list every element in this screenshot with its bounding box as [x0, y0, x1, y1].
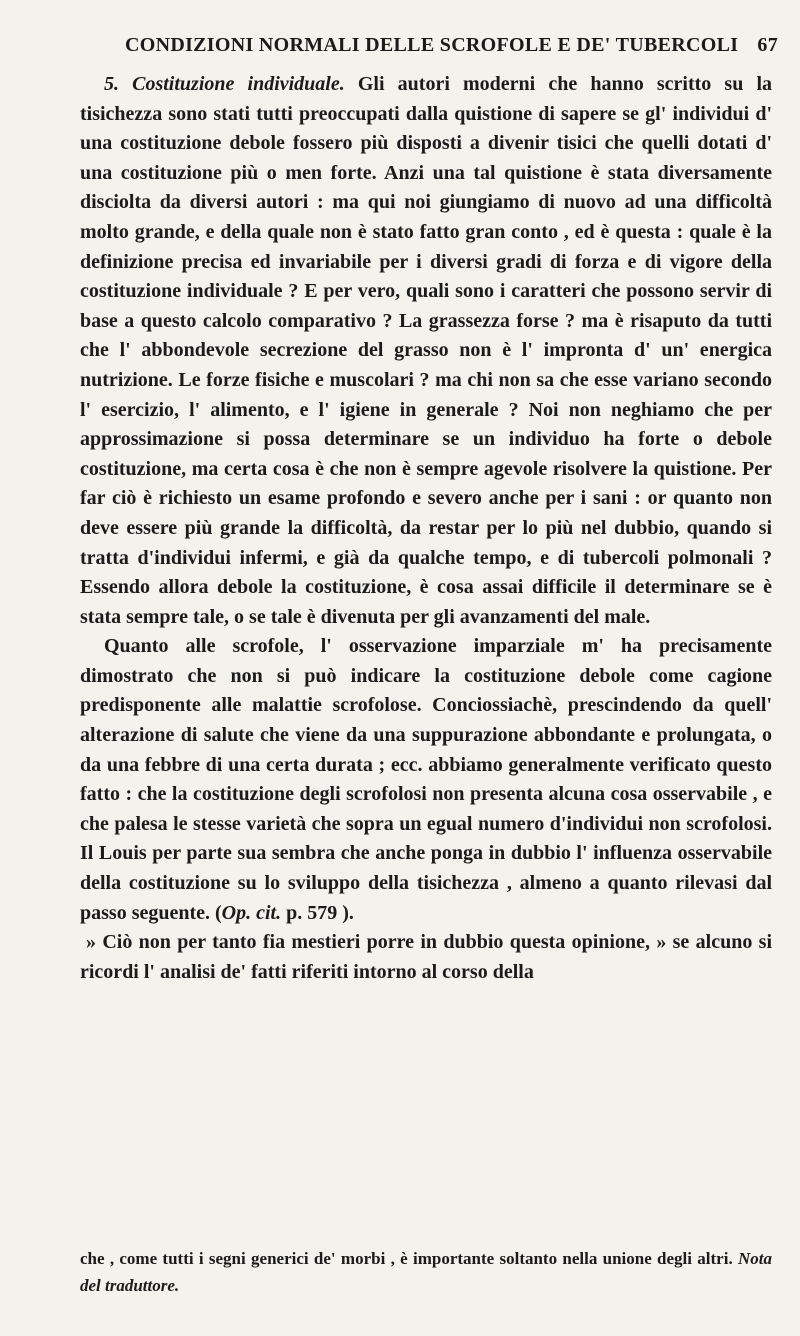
paragraph-text: » Ciò non per tanto fia mestieri porre in dubbio questa opinione, » se alcuno si ricordi l' analisi de' fatti riferiti intorno al corso della	[80, 931, 772, 983]
quoted-paragraph	[80, 928, 772, 987]
paragraph-text: Quanto alle scrofole, l' osservazione imparziale m' ha precisamente dimostrato che non si può indicare la costituzione debole come cagione predisponente alle malattie scrofolose. Conciossiachè, prescindendo da quell' alterazione di salute che viene da una suppurazione abbondante e prolungata, o da una febbre di una certa durata ; ecc. abbiamo generalmente verificato questo fatto : che la costituzione degli scrofolosi non presenta alcuna cosa osservabile , e che palesa le stesse varietà che sopra un egual numero d'individui non scrofolosi. Il Louis per parte sua sembra che anche ponga in dubbio l' influenza osservabile della costituzione su lo sviluppo della tisichezza , almeno a quanto rilevasi dal passo seguente. (	[80, 635, 772, 924]
footnote	[80, 1245, 772, 1299]
footnote-text: che , come tutti i segni generici de' morbi , è importante soltanto nella unione degli altri.	[80, 1249, 738, 1268]
main-text	[80, 70, 772, 987]
paragraph-scrofole	[80, 632, 772, 928]
paragraph-costituzione	[80, 70, 772, 632]
running-title: CONDIZIONI NORMALI DELLE SCROFOLE E DE' TUBERCOLI	[125, 34, 739, 56]
paragraph-text: Gli autori moderni che hanno scritto su la tisichezza sono stati tutti preoccupati dalla quistione di sapere se gl' individui d' una costituzione debole fossero più disposti a divenir tisici che quelli dotati d' una costituzione più o men forte. Anzi una tal quistione è stata diversamente disciolta da diversi autori : ma qui noi giungiamo di nuovo ad una difficoltà molto grande, e della quale non è stato fatto gran conto , ed è questa : quale è la definizione precisa ed invariabile per i diversi gradi di forza e di vigore della costituzione individuale ? E per vero, quali sono i caratteri che possono servir di base a questo calcolo comparativo ? La grassezza forse ? ma è risaputo da tutti che l' abbondevole secrezione del grasso non è l' impronta d' un' energica nutrizione. Le forze fisiche e muscolari ? ma chi non sa che esse variano secondo l' esercizio, l' alimento, e l' igiene in generale ? Noi non neghiamo che per approssimazione si possa determinare se un individuo ha forte o debole costituzione, ma certa cosa è che non è sempre agevole risolvere la quistione. Per far ciò è richiesto un esame profondo e severo anche per i sani : or quanto non deve essere più grande la difficoltà, da restar per lo più nel dubbio, quando si tratta d'individui infermi, e già da qualche tempo, e di tubercoli polmonali ? Essendo allora debole la costituzione, è cosa assai difficile il determinare se è stata sempre tale, o se tale è divenuta per gli avanzamenti del male.	[80, 73, 773, 628]
section-heading: 5. Costituzione individuale.	[104, 73, 345, 95]
footnote-attribution: Nota del traduttore.	[80, 1249, 772, 1295]
running-header	[125, 34, 778, 57]
citation: Op. cit.	[221, 901, 282, 924]
page-number: 67	[757, 34, 778, 56]
citation-page: p. 579 ).	[281, 901, 354, 924]
